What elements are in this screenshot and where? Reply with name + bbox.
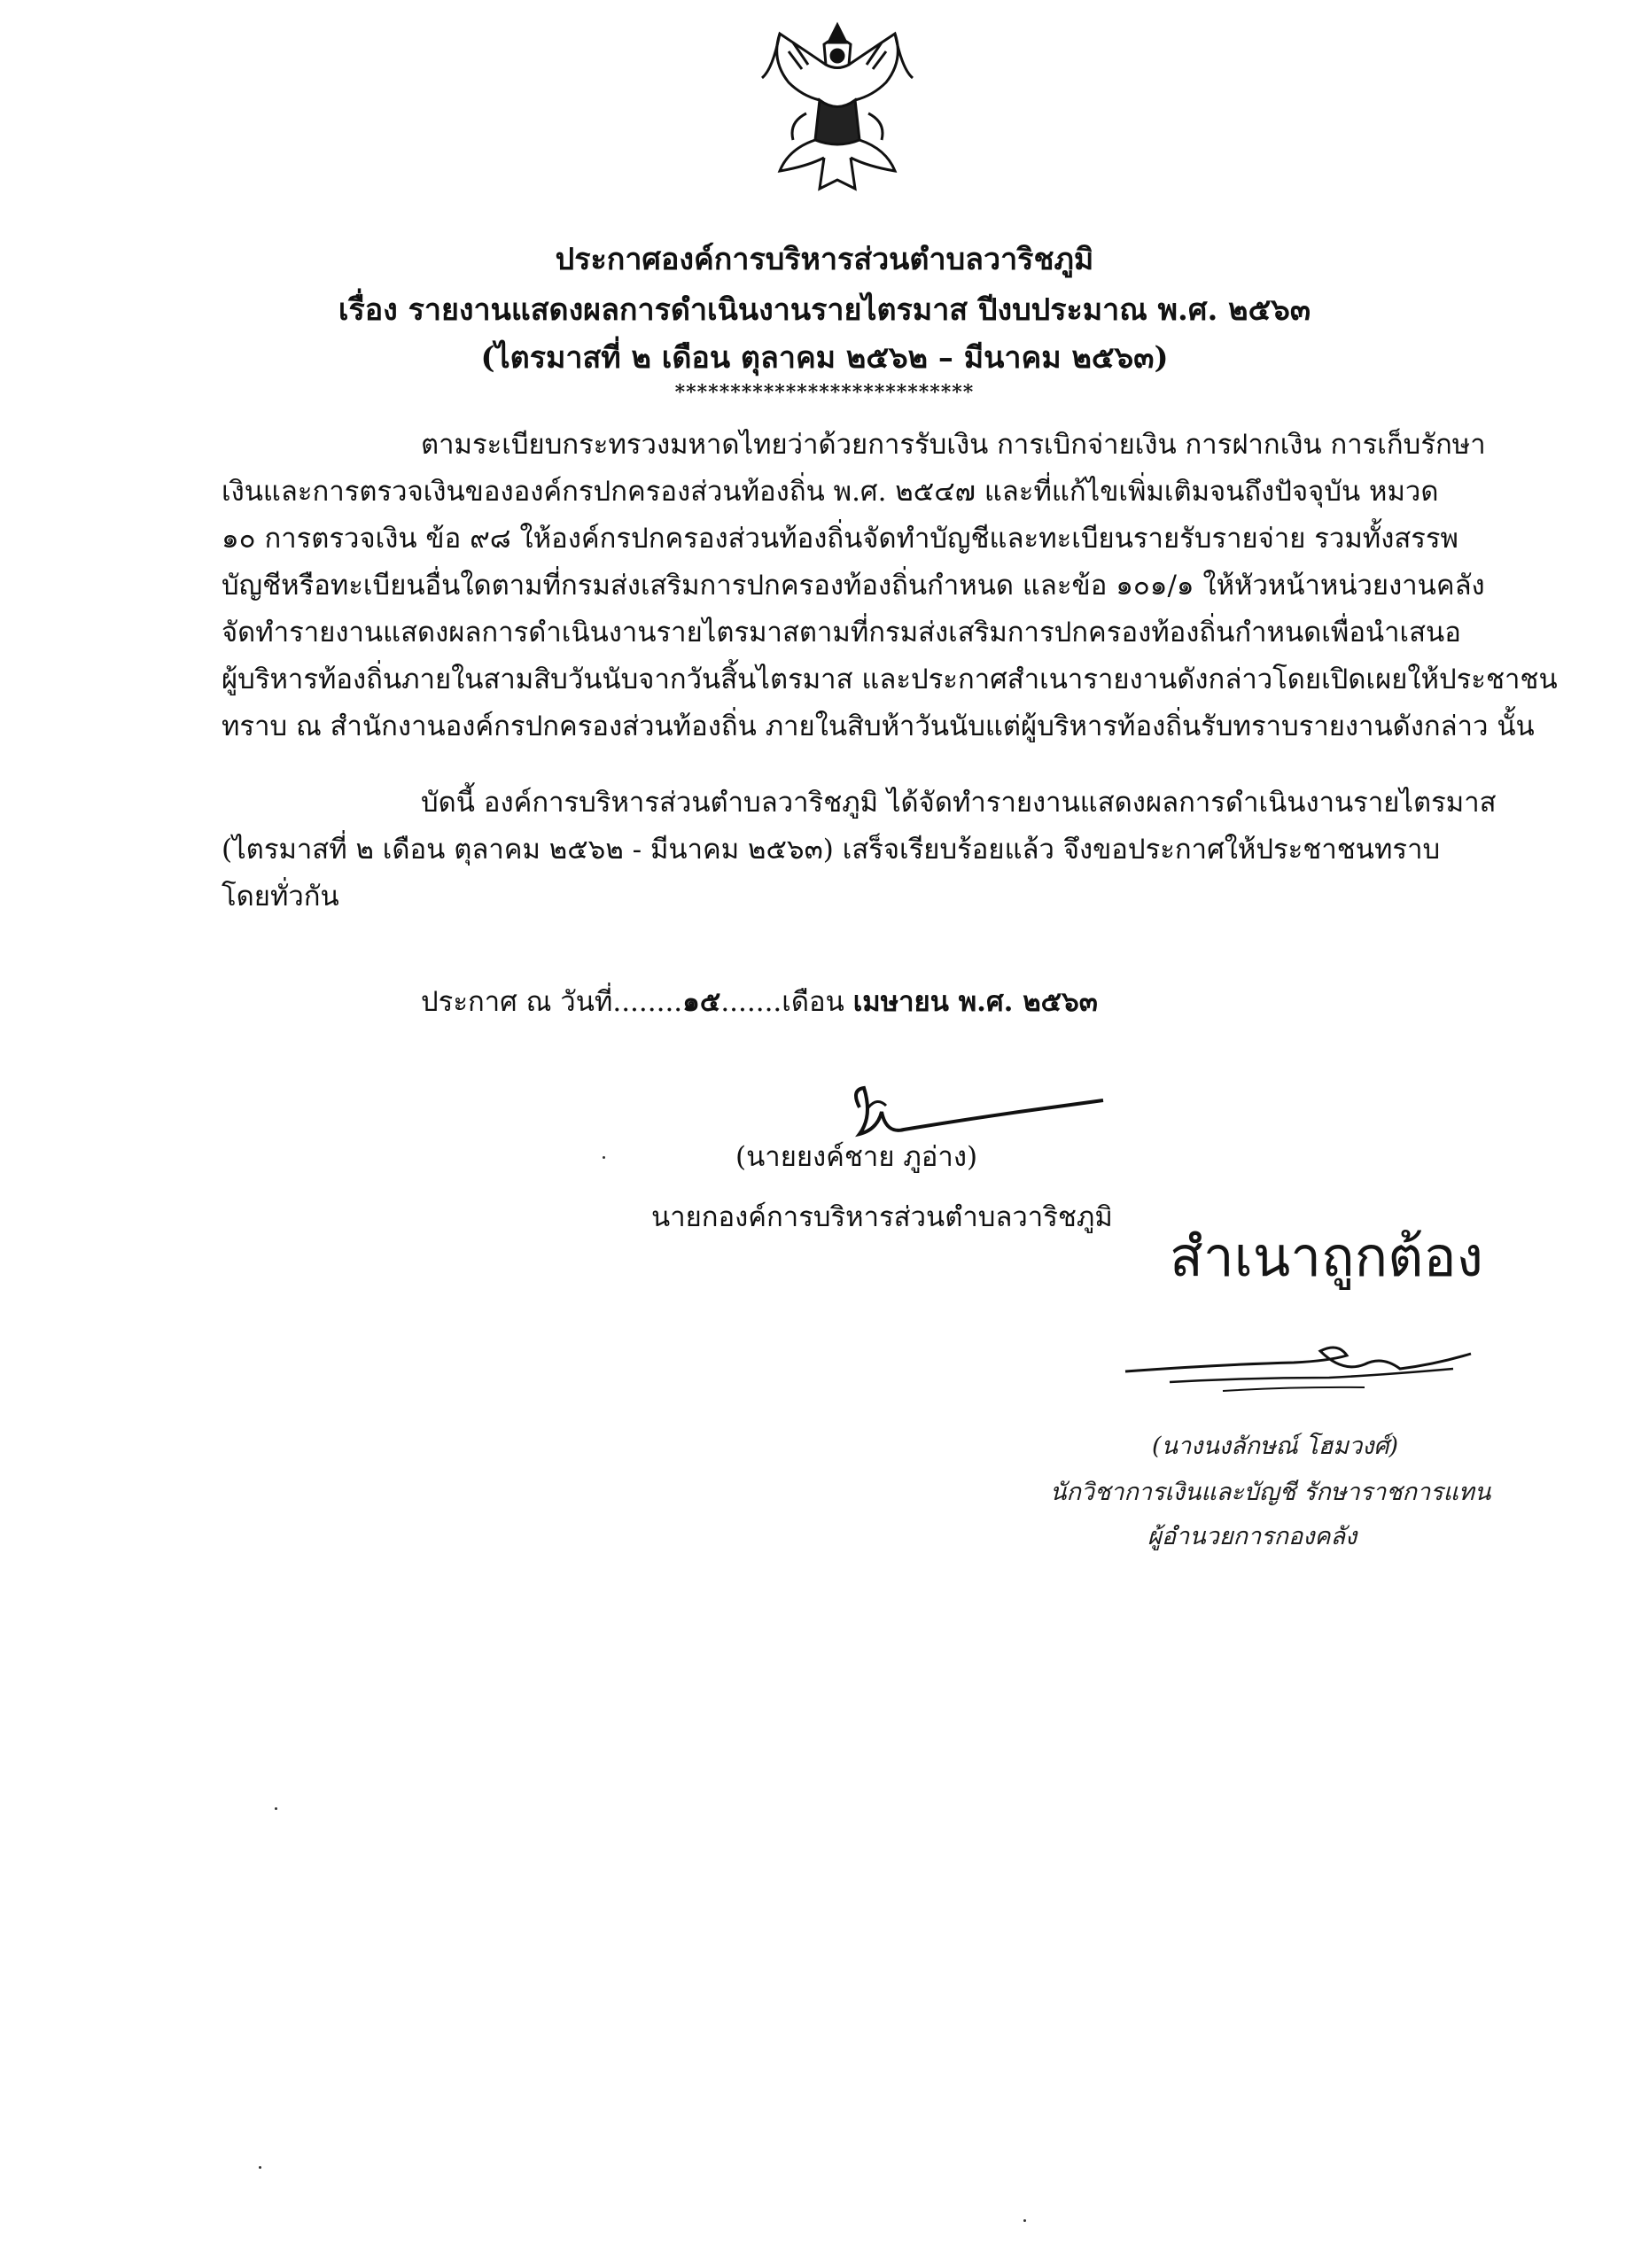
paragraph-line: เงินและการตรวจเงินขององค์กรปกครองส่วนท้องถิ่น พ.ศ. ๒๕๔๗ และที่แก้ไขเพิ่มเติมจนถึงปัจจุบัน หมวด <box>222 476 1439 508</box>
date-month: เมษายน <box>852 986 949 1018</box>
date-prefix: ประกาศ ณ วันที่........ <box>421 986 683 1018</box>
paragraph-line: ผู้บริหารท้องถิ่นภายในสามสิบวันนับจากวันสิ้นไตรมาส และประกาศสำเนารายงานดังกล่าวโดยเปิดเผยให้ประชาชน <box>222 664 1558 695</box>
announcement-period: (ไตรมาสที่ ๒ เดือน ตุลาคม ๒๕๖๒ – มีนาคม ๒๕๖๓) <box>480 340 1169 376</box>
signer-position: นายกองค์การบริหารส่วนตำบลวาริชภูมิ <box>651 1201 1113 1233</box>
scan-speck <box>275 1807 277 1810</box>
paragraph-line: (ไตรมาสที่ ๒ เดือน ตุลาคม ๒๕๖๒ - มีนาคม ๒๕๖๓) เสร็จเรียบร้อยแล้ว จึงขอประกาศให้ประชาชนทราบ <box>222 834 1441 866</box>
body-paragraph-2 <box>222 780 1524 920</box>
scan-speck <box>603 1156 605 1159</box>
certified-copy-stamp: สำเนาถูกต้อง <box>1170 1224 1483 1289</box>
announcement-title: ประกาศองค์การบริหารส่วนตำบลวาริชภูมิ <box>555 242 1094 277</box>
signer-name: (นายยงค์ชาย ภูอ่าง) <box>735 1141 978 1173</box>
separator: *************************** <box>674 381 975 404</box>
certifier-signature <box>1116 1329 1489 1409</box>
date-mid: .......เดือน <box>720 986 853 1018</box>
scan-speck <box>1023 2219 1026 2222</box>
paragraph-line: ๑๐ การตรวจเงิน ข้อ ๙๘ ให้องค์กรปกครองส่วนท้องถิ่นจัดทำบัญชีและทะเบียนรายรับรายจ่าย รวมทั้งสรรพ <box>222 523 1458 555</box>
announcement-subject: เรื่อง รายงานแสดงผลการดำเนินงานรายไตรมาส ปีงบประมาณ พ.ศ. ๒๕๖๓ <box>338 292 1311 328</box>
body-paragraph-1 <box>222 422 1558 750</box>
date-day: ๑๕ <box>682 986 721 1018</box>
scan-speck <box>259 2166 261 2169</box>
certifier-position: นักวิชาการเงินและบัญชี รักษาราชการแทน <box>1050 1479 1491 1506</box>
paragraph-line: จัดทำรายงานแสดงผลการดำเนินงานรายไตรมาสตามที่กรมส่งเสริมการปกครองท้องถิ่นกำหนดเพื่อนำเสนอ <box>222 617 1461 649</box>
paragraph-line: โดยทั่วกัน <box>222 881 339 913</box>
paragraph-line: ตามระเบียบกระทรวงมหาดไทยว่าด้วยการรับเงิน การเบิกจ่ายเงิน การฝากเงิน การเก็บรักษา <box>421 429 1486 461</box>
date-year: พ.ศ. ๒๕๖๓ <box>948 986 1098 1018</box>
paragraph-line: ทราบ ณ สำนักงานองค์กรปกครองส่วนท้องถิ่น ภายในสิบห้าวันนับแต่ผู้บริหารท้องถิ่นรับทราบรายงานดังกล่าว นั้น <box>222 711 1535 742</box>
garuda-emblem-icon <box>753 16 922 193</box>
paragraph-line: บัญชีหรือทะเบียนอื่นใดตามที่กรมส่งเสริมการปกครองท้องถิ่นกำหนด และข้อ ๑๐๑/๑ ให้หัวหน้าหน่วยงานคลัง <box>222 570 1485 602</box>
announcement-date <box>421 979 1098 1023</box>
certifier-position-2: ผู้อำนวยการกองคลัง <box>1147 1523 1357 1550</box>
paragraph-line: บัดนี้ องค์การบริหารส่วนตำบลวาริชภูมิ ได้จัดทำรายงานแสดงผลการดำเนินงานรายไตรมาส <box>421 787 1497 819</box>
certifier-name: (นางนงลักษณ์ โฮมวงศ์) <box>1152 1433 1399 1460</box>
